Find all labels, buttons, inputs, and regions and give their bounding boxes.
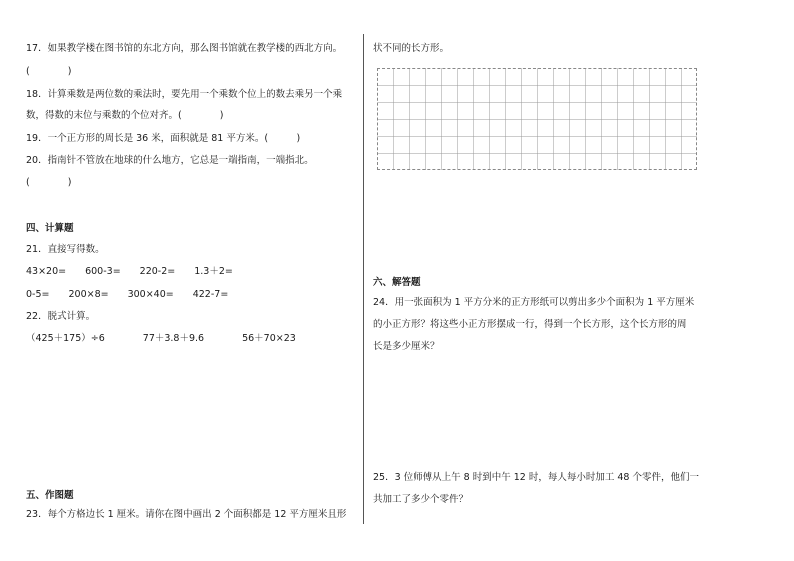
question-19: 19．一个正方形的周长是 36 米，面积就是 81 平方米。( ): [26, 133, 301, 144]
question-24-line2: 的小正方形？将这些小正方形摆成一行，得到一个长方形，这个长方形的周: [373, 319, 687, 330]
section-heading-answers: 六、解答题: [373, 277, 421, 288]
question-24-line3: 长是多少厘米？: [373, 341, 440, 352]
question-18-line2: 数，得数的末位与乘数的个位对齐。( ): [26, 110, 224, 121]
question-20: 20．指南针不管放在地球的什么地方，它总是一端指南，一端指北。: [26, 155, 314, 166]
drawing-grid[interactable]: [377, 68, 697, 170]
left-column: [26, 0, 360, 561]
question-21-title: 21．直接写得数。: [26, 244, 105, 255]
question-17-answer-blank[interactable]: ( ): [26, 66, 72, 77]
section-heading-drawing: 五、作图题: [26, 490, 74, 501]
question-22-expressions: （425＋175）÷6 77＋3.8＋9.6 56＋70×23: [26, 333, 296, 344]
question-25-line1: 25．3 位师傅从上午 8 时到中午 12 时，每人每小时加工 48 个零件，他们一: [373, 472, 699, 483]
question-20-answer-blank[interactable]: ( ): [26, 177, 72, 188]
question-18-line1: 18．计算乘数是两位数的乘法时，要先用一个乘数个位上的数去乘另一个乘: [26, 89, 343, 100]
question-23: 23．每个方格边长 1 厘米。请你在图中画出 2 个面积都是 12 平方厘米且形: [26, 509, 347, 520]
column-divider: [363, 34, 364, 524]
question-24-line1: 24．用一张面积为 1 平方分米的正方形纸可以剪出多少个面积为 1 平方厘米: [373, 297, 695, 308]
question-25-line2: 共加工了多少个零件？: [373, 494, 469, 505]
section-heading-calculation: 四、计算题: [26, 223, 74, 234]
question-21-row2: 0-5= 200×8= 300×40= 422-7=: [26, 289, 229, 300]
question-22-title: 22．脱式计算。: [26, 311, 96, 322]
question-21-row1: 43×20= 600-3= 220-2= 1.3＋2=: [26, 266, 233, 277]
question-17: 17．如果教学楼在图书馆的东北方向，那么图书馆就在教学楼的西北方向。: [26, 43, 343, 54]
question-23-continued: 状不同的长方形。: [373, 43, 450, 54]
